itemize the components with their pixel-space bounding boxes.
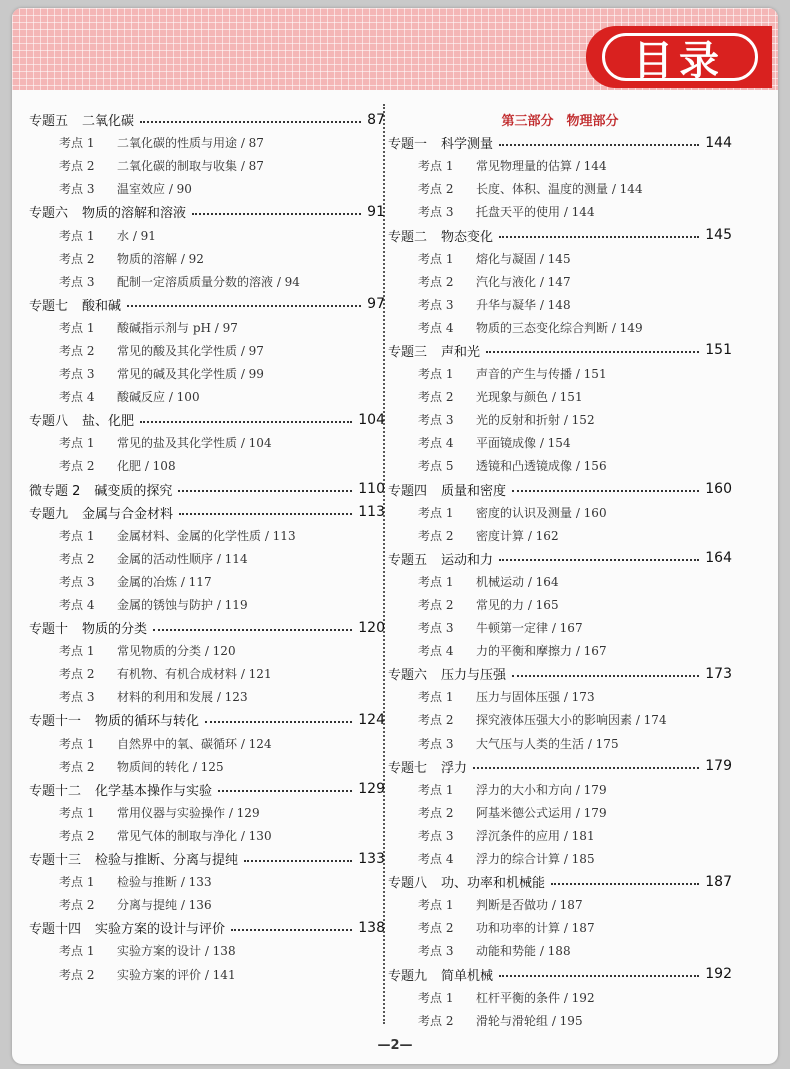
toc-point-entry[interactable] xyxy=(388,893,732,916)
topic-title: 声和光 xyxy=(441,344,481,360)
topic-heading xyxy=(29,780,212,799)
topic-page-number: 151 xyxy=(705,342,732,359)
point-label: 考点 2 xyxy=(59,898,95,913)
toc-point-entry[interactable] xyxy=(388,616,732,639)
topic-page-number: 179 xyxy=(705,758,732,775)
point-text: 机械运动 / 164 xyxy=(476,574,559,589)
topic-page-number: 124 xyxy=(358,711,385,728)
dotted-leader xyxy=(218,790,352,792)
point-label: 考点 1 xyxy=(59,320,95,335)
point-label: 考点 1 xyxy=(418,898,454,913)
point-text: 常见气体的制取与净化 / 130 xyxy=(117,828,272,843)
topic-heading xyxy=(29,480,172,499)
point-label: 考点 1 xyxy=(418,251,454,266)
point-label: 考点 1 xyxy=(59,436,95,451)
topic-code: 专题十四 xyxy=(29,922,82,938)
topic-heading xyxy=(388,965,493,984)
point-text: 滑轮与滑轮组 / 195 xyxy=(476,1013,583,1028)
point-text: 二氧化碳的性质与用途 / 87 xyxy=(117,136,264,151)
topic-page-number: 97 xyxy=(367,296,385,313)
point-text: 实验方案的设计 / 138 xyxy=(117,944,236,959)
point-text: 动能和势能 / 188 xyxy=(476,944,571,959)
point-text: 温室效应 / 90 xyxy=(117,182,192,197)
toc-point-entry[interactable] xyxy=(29,547,385,570)
point-text: 浮力的综合计算 / 185 xyxy=(476,852,595,867)
point-text: 金属的冶炼 / 117 xyxy=(117,574,212,589)
topic-code: 专题二 xyxy=(388,229,428,245)
toc-point-entry[interactable] xyxy=(29,524,385,547)
topic-page-number: 164 xyxy=(705,550,732,567)
point-text: 探究液体压强大小的影响因素 / 174 xyxy=(476,713,667,728)
dotted-leader xyxy=(140,421,352,423)
point-text: 压力与固体压强 / 173 xyxy=(476,690,595,705)
toc-point-entry[interactable] xyxy=(388,270,732,293)
toc-point-entry[interactable] xyxy=(29,385,385,408)
topic-page-number: 87 xyxy=(367,111,385,128)
topic-page-number: 120 xyxy=(358,619,385,636)
topic-code: 专题六 xyxy=(29,206,69,222)
toc-point-entry[interactable] xyxy=(29,316,385,339)
page-number: —2— xyxy=(377,1038,413,1053)
dotted-leader xyxy=(499,975,699,977)
toc-point-entry[interactable] xyxy=(388,385,732,408)
topic-code: 专题五 xyxy=(388,552,428,568)
topic-heading xyxy=(388,133,493,152)
point-label: 考点 2 xyxy=(418,598,454,613)
toc-point-entry[interactable] xyxy=(29,685,385,708)
point-text: 物质间的转化 / 125 xyxy=(117,759,224,774)
topic-code: 专题四 xyxy=(388,483,428,499)
point-label: 考点 1 xyxy=(418,782,454,797)
dotted-leader xyxy=(192,213,361,215)
topic-title: 物质的循环与转化 xyxy=(95,714,200,730)
point-text: 浮力的大小和方向 / 179 xyxy=(476,782,607,797)
topic-page-number: 144 xyxy=(705,134,732,151)
toc-point-entry[interactable] xyxy=(29,755,385,778)
topic-code: 专题十一 xyxy=(29,714,82,730)
point-label: 考点 4 xyxy=(418,320,454,335)
point-text: 常用仪器与实验操作 / 129 xyxy=(117,805,260,820)
toc-point-entry[interactable] xyxy=(29,223,385,246)
point-label: 考点 4 xyxy=(418,436,454,451)
point-label: 考点 5 xyxy=(418,459,454,474)
toc-topic-entry[interactable] xyxy=(388,962,732,985)
point-label: 考点 1 xyxy=(59,875,95,890)
toc-topic-entry[interactable] xyxy=(388,547,732,570)
toc-point-entry[interactable] xyxy=(29,154,385,177)
point-label: 考点 1 xyxy=(418,690,454,705)
toc-point-entry[interactable] xyxy=(388,316,732,339)
toc-topic-entry[interactable] xyxy=(29,916,385,939)
point-text: 材料的利用和发展 / 123 xyxy=(117,690,248,705)
point-label: 考点 2 xyxy=(418,274,454,289)
point-label: 考点 4 xyxy=(59,390,95,405)
toc-point-entry[interactable] xyxy=(29,454,385,477)
point-text: 密度的认识及测量 / 160 xyxy=(476,505,607,520)
topic-page-number: 110 xyxy=(358,481,385,498)
topic-page-number: 113 xyxy=(358,504,385,521)
point-label: 考点 4 xyxy=(418,852,454,867)
topic-code: 专题七 xyxy=(29,298,69,314)
toc-point-entry[interactable] xyxy=(29,570,385,593)
topic-title: 物质的溶解和溶液 xyxy=(82,206,187,222)
point-text: 杠杆平衡的条件 / 192 xyxy=(476,990,595,1005)
topic-code: 专题三 xyxy=(388,344,428,360)
topic-code: 专题九 xyxy=(388,968,428,984)
topic-title: 化学基本操作与实验 xyxy=(95,783,213,799)
point-text: 自然界中的氧、碳循环 / 124 xyxy=(117,736,272,751)
point-label: 考点 2 xyxy=(418,182,454,197)
topic-code: 专题一 xyxy=(388,137,428,153)
toc-point-entry[interactable] xyxy=(388,200,732,223)
topic-heading xyxy=(388,872,545,891)
point-text: 透镜和凸透镜成像 / 156 xyxy=(476,459,607,474)
topic-title: 浮力 xyxy=(441,760,468,776)
toc-point-entry[interactable] xyxy=(388,247,732,270)
dotted-leader xyxy=(499,144,699,146)
toc-point-entry[interactable] xyxy=(29,639,385,662)
point-label: 考点 2 xyxy=(59,459,95,474)
point-text: 金属材料、金属的化学性质 / 113 xyxy=(117,528,296,543)
dotted-leader xyxy=(205,721,352,723)
topic-code: 专题八 xyxy=(29,414,69,430)
point-text: 二氧化碳的制取与收集 / 87 xyxy=(117,159,264,174)
topic-heading xyxy=(388,480,506,499)
point-label: 考点 3 xyxy=(59,574,95,589)
toc-topic-entry[interactable] xyxy=(29,847,385,870)
toc-topic-entry[interactable] xyxy=(29,501,385,524)
toc-topic-entry[interactable] xyxy=(29,778,385,801)
toc-topic-entry[interactable] xyxy=(388,478,732,501)
point-text: 水 / 91 xyxy=(117,228,156,243)
dotted-leader xyxy=(127,305,361,307)
point-text: 力的平衡和摩擦力 / 167 xyxy=(476,644,607,659)
point-text: 浮沉条件的应用 / 181 xyxy=(476,828,595,843)
toc-point-entry[interactable] xyxy=(388,362,732,385)
toc-point-entry[interactable] xyxy=(29,339,385,362)
toc-point-entry[interactable] xyxy=(388,524,732,547)
point-label: 考点 4 xyxy=(59,598,95,613)
point-label: 考点 2 xyxy=(418,921,454,936)
point-label: 考点 2 xyxy=(59,551,95,566)
toc-point-entry[interactable] xyxy=(388,408,732,431)
toc-point-entry[interactable] xyxy=(388,431,732,454)
point-text: 光现象与颜色 / 151 xyxy=(476,390,583,405)
dotted-leader xyxy=(231,929,352,931)
toc-point-entry[interactable] xyxy=(388,454,732,477)
topic-page-number: 187 xyxy=(705,873,732,890)
point-text: 升华与凝华 / 148 xyxy=(476,297,571,312)
dotted-leader xyxy=(153,629,352,631)
toc-topic-entry[interactable] xyxy=(29,708,385,731)
point-text: 汽化与液化 / 147 xyxy=(476,274,571,289)
toc-point-entry[interactable] xyxy=(29,270,385,293)
point-label: 考点 3 xyxy=(418,413,454,428)
topic-code: 专题九 xyxy=(29,506,69,522)
point-label: 考点 1 xyxy=(59,805,95,820)
toc-topic-entry[interactable] xyxy=(388,131,732,154)
toc-point-entry[interactable] xyxy=(388,501,732,524)
point-text: 声音的产生与传播 / 151 xyxy=(476,367,607,382)
topic-page-number: 129 xyxy=(358,781,385,798)
toc-point-entry[interactable] xyxy=(388,1009,732,1032)
topic-heading xyxy=(29,503,173,522)
toc-topic-entry[interactable] xyxy=(388,755,732,778)
point-label: 考点 1 xyxy=(59,944,95,959)
topic-page-number: 192 xyxy=(705,966,732,983)
dotted-leader xyxy=(244,860,352,862)
point-label: 考点 1 xyxy=(418,505,454,520)
point-label: 考点 1 xyxy=(59,228,95,243)
point-label: 考点 2 xyxy=(59,828,95,843)
dotted-leader xyxy=(140,121,361,123)
topic-page-number: 133 xyxy=(358,850,385,867)
point-text: 金属的活动性顺序 / 114 xyxy=(117,551,248,566)
toc-point-entry[interactable] xyxy=(388,154,732,177)
point-text: 酸碱反应 / 100 xyxy=(117,390,200,405)
point-text: 常见的碱及其化学性质 / 99 xyxy=(117,367,264,382)
toc-point-entry[interactable] xyxy=(388,639,732,662)
topic-heading xyxy=(388,549,493,568)
point-text: 熔化与凝固 / 145 xyxy=(476,251,571,266)
topic-heading xyxy=(29,710,199,729)
dotted-leader xyxy=(473,767,699,769)
dotted-leader xyxy=(499,559,699,561)
dotted-leader xyxy=(512,675,699,677)
point-label: 考点 2 xyxy=(59,967,95,982)
point-text: 常见的酸及其化学性质 / 97 xyxy=(117,343,264,358)
toc-point-entry[interactable] xyxy=(29,593,385,616)
topic-title: 物态变化 xyxy=(441,229,494,245)
point-label: 考点 1 xyxy=(418,159,454,174)
toc-topic-entry[interactable] xyxy=(388,870,732,893)
toc-point-entry[interactable] xyxy=(388,778,732,801)
topic-page-number: 173 xyxy=(705,665,732,682)
topic-heading xyxy=(29,618,147,637)
point-text: 金属的锈蚀与防护 / 119 xyxy=(117,598,248,613)
point-label: 考点 1 xyxy=(418,990,454,1005)
topic-title: 运动和力 xyxy=(441,552,494,568)
topic-heading xyxy=(388,664,506,683)
toc-point-entry[interactable] xyxy=(388,986,732,1009)
topic-title: 碱变质的探究 xyxy=(94,483,173,499)
topic-code: 专题五 xyxy=(29,114,69,130)
topic-heading xyxy=(29,918,225,937)
toc-point-entry[interactable] xyxy=(29,177,385,200)
toc-point-entry[interactable] xyxy=(29,362,385,385)
topic-heading xyxy=(29,110,134,129)
toc-point-entry[interactable] xyxy=(29,893,385,916)
topic-title: 检验与推断、分离与提纯 xyxy=(95,853,239,869)
point-text: 阿基米德公式运用 / 179 xyxy=(476,805,607,820)
point-label: 考点 3 xyxy=(59,367,95,382)
point-label: 考点 3 xyxy=(59,182,95,197)
toc-point-entry[interactable] xyxy=(29,824,385,847)
topic-code: 微专题 2 xyxy=(29,483,81,499)
topic-page-number: 138 xyxy=(358,919,385,936)
point-text: 检验与推断 / 133 xyxy=(117,875,212,890)
toc-point-entry[interactable] xyxy=(29,662,385,685)
topic-title: 简单机械 xyxy=(441,968,494,984)
contents-title: 目录 xyxy=(633,37,725,84)
part-heading: 第三部分 物理部分 xyxy=(501,114,619,130)
toc-point-entry[interactable] xyxy=(388,293,732,316)
point-text: 实验方案的评价 / 141 xyxy=(117,967,236,982)
topic-code: 专题十 xyxy=(29,622,69,638)
toc-point-entry[interactable] xyxy=(388,824,732,847)
topic-title: 二氧化碳 xyxy=(82,114,135,130)
point-text: 常见的力 / 165 xyxy=(476,598,559,613)
point-label: 考点 3 xyxy=(418,205,454,220)
topic-title: 金属与合金材料 xyxy=(82,506,174,522)
point-text: 常见的盐及其化学性质 / 104 xyxy=(117,436,272,451)
toc-point-entry[interactable] xyxy=(29,431,385,454)
toc-point-entry[interactable] xyxy=(388,708,732,731)
point-label: 考点 2 xyxy=(418,713,454,728)
point-label: 考点 1 xyxy=(59,736,95,751)
toc-point-entry[interactable] xyxy=(388,847,732,870)
toc-point-entry[interactable] xyxy=(29,131,385,154)
topic-code: 专题十二 xyxy=(29,783,82,799)
topic-code: 专题六 xyxy=(388,668,428,684)
point-label: 考点 2 xyxy=(59,251,95,266)
toc-point-entry[interactable] xyxy=(29,870,385,893)
toc-topic-entry[interactable] xyxy=(29,616,385,639)
toc-topic-entry[interactable] xyxy=(388,223,732,246)
topic-code: 专题八 xyxy=(388,876,428,892)
point-text: 酸碱指示剂与 pH / 97 xyxy=(117,320,238,335)
point-label: 考点 2 xyxy=(59,343,95,358)
toc-point-entry[interactable] xyxy=(388,593,732,616)
point-label: 考点 2 xyxy=(59,159,95,174)
topic-heading xyxy=(29,410,134,429)
toc-point-entry[interactable] xyxy=(29,962,385,985)
point-label: 考点 2 xyxy=(418,528,454,543)
topic-title: 实验方案的设计与评价 xyxy=(95,922,226,938)
point-label: 考点 2 xyxy=(59,667,95,682)
topic-title: 科学测量 xyxy=(441,137,494,153)
point-label: 考点 2 xyxy=(59,759,95,774)
topic-heading xyxy=(388,341,480,360)
point-label: 考点 1 xyxy=(59,136,95,151)
point-label: 考点 3 xyxy=(418,297,454,312)
point-label: 考点 2 xyxy=(418,390,454,405)
topic-title: 盐、化肥 xyxy=(82,414,135,430)
toc-left-column xyxy=(29,108,385,986)
point-text: 有机物、有机合成材料 / 121 xyxy=(117,667,272,682)
point-label: 考点 3 xyxy=(418,736,454,751)
toc-topic-entry[interactable] xyxy=(29,478,385,501)
point-text: 牛顿第一定律 / 167 xyxy=(476,621,583,636)
point-text: 常见物理量的估算 / 144 xyxy=(476,159,607,174)
topic-title: 质量和密度 xyxy=(441,483,507,499)
point-label: 考点 3 xyxy=(418,944,454,959)
document-page xyxy=(12,8,778,1064)
topic-title: 酸和碱 xyxy=(82,298,122,314)
point-text: 分离与提纯 / 136 xyxy=(117,898,212,913)
toc-point-entry[interactable] xyxy=(388,685,732,708)
topic-heading xyxy=(388,757,467,776)
toc-topic-entry[interactable] xyxy=(388,339,732,362)
dotted-leader xyxy=(499,236,699,238)
topic-page-number: 104 xyxy=(358,411,385,428)
point-label: 考点 2 xyxy=(418,1013,454,1028)
topic-code: 专题十三 xyxy=(29,853,82,869)
toc-point-entry[interactable] xyxy=(29,732,385,755)
toc-point-entry[interactable] xyxy=(388,732,732,755)
point-label: 考点 1 xyxy=(59,528,95,543)
dotted-leader xyxy=(512,490,699,492)
topic-title: 物质的分类 xyxy=(82,622,148,638)
point-label: 考点 3 xyxy=(59,274,95,289)
point-text: 平面镜成像 / 154 xyxy=(476,436,571,451)
point-text: 判断是否做功 / 187 xyxy=(476,898,583,913)
toc-topic-entry[interactable] xyxy=(29,293,385,316)
topic-heading xyxy=(29,202,186,221)
topic-page-number: 160 xyxy=(705,481,732,498)
topic-heading xyxy=(29,849,238,868)
toc-topic-entry[interactable] xyxy=(29,108,385,131)
topic-page-number: 91 xyxy=(367,203,385,220)
topic-heading xyxy=(388,226,493,245)
contents-badge xyxy=(586,26,772,88)
topic-code: 专题七 xyxy=(388,760,428,776)
point-text: 大气压与人类的生活 / 175 xyxy=(476,736,619,751)
dotted-leader xyxy=(486,351,699,353)
toc-point-entry[interactable] xyxy=(388,177,732,200)
point-label: 考点 3 xyxy=(418,621,454,636)
point-text: 配制一定溶质质量分数的溶液 / 94 xyxy=(117,274,300,289)
toc-point-entry[interactable] xyxy=(388,939,732,962)
point-text: 密度计算 / 162 xyxy=(476,528,559,543)
point-text: 化肥 / 108 xyxy=(117,459,176,474)
toc-point-entry[interactable] xyxy=(29,801,385,824)
toc-topic-entry[interactable] xyxy=(388,662,732,685)
point-label: 考点 4 xyxy=(418,644,454,659)
toc-point-entry[interactable] xyxy=(29,247,385,270)
toc-topic-entry[interactable] xyxy=(29,408,385,431)
toc-point-entry[interactable] xyxy=(388,801,732,824)
topic-heading xyxy=(29,295,121,314)
point-text: 托盘天平的使用 / 144 xyxy=(476,205,595,220)
topic-title: 功、功率和机械能 xyxy=(441,876,546,892)
point-label: 考点 1 xyxy=(418,367,454,382)
topic-title: 压力与压强 xyxy=(441,668,507,684)
point-text: 常见物质的分类 / 120 xyxy=(117,644,236,659)
point-text: 物质的溶解 / 92 xyxy=(117,251,204,266)
point-label: 考点 2 xyxy=(418,805,454,820)
point-text: 光的反射和折射 / 152 xyxy=(476,413,595,428)
toc-point-entry[interactable] xyxy=(388,570,732,593)
toc-point-entry[interactable] xyxy=(388,916,732,939)
topic-page-number: 145 xyxy=(705,227,732,244)
point-text: 长度、体积、温度的测量 / 144 xyxy=(476,182,643,197)
point-label: 考点 3 xyxy=(418,828,454,843)
point-label: 考点 1 xyxy=(418,574,454,589)
grid-header xyxy=(12,8,778,90)
point-label: 考点 1 xyxy=(59,644,95,659)
toc-right-column xyxy=(388,108,732,1032)
toc-topic-entry[interactable] xyxy=(29,200,385,223)
dotted-leader xyxy=(178,490,352,492)
toc-point-entry[interactable] xyxy=(29,939,385,962)
point-text: 功和功率的计算 / 187 xyxy=(476,921,595,936)
dotted-leader xyxy=(179,513,352,515)
dotted-leader xyxy=(551,883,699,885)
point-text: 物质的三态变化综合判断 / 149 xyxy=(476,320,643,335)
point-label: 考点 3 xyxy=(59,690,95,705)
